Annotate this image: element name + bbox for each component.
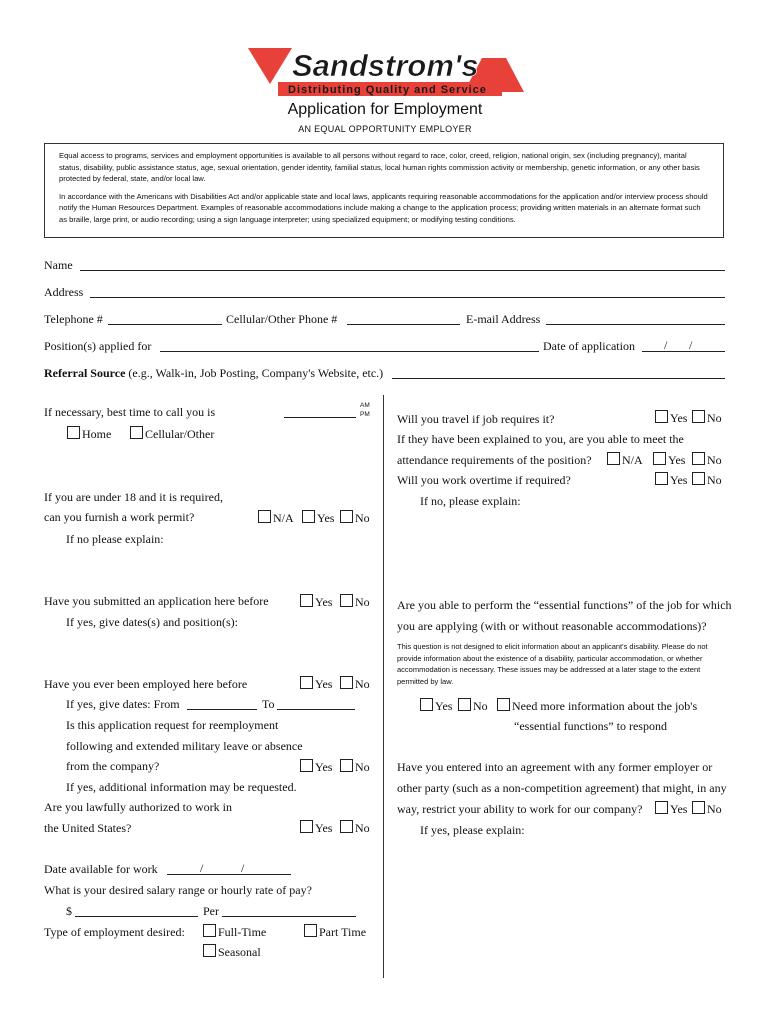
date-available-label: Date available for work bbox=[44, 862, 158, 876]
pm-label: PM bbox=[360, 411, 370, 418]
home-checkbox[interactable] bbox=[67, 426, 80, 439]
agreement-label-3: way, restrict your ability to work for our company? bbox=[397, 802, 643, 816]
best-time-input[interactable] bbox=[284, 417, 356, 418]
seasonal-label: Seasonal bbox=[218, 945, 261, 959]
referral-source-hint: (e.g., Walk-in, Job Posting, Company's Website, etc.) bbox=[128, 366, 384, 380]
essential-no-item[interactable] bbox=[458, 698, 488, 714]
svg-text:Distributing Quality and Servi: Distributing Quality and Service bbox=[288, 84, 487, 96]
column-divider bbox=[383, 395, 384, 978]
under18-label-2: can you furnish a work permit? bbox=[44, 510, 195, 524]
attendance-na-checkbox[interactable] bbox=[607, 452, 620, 465]
seasonal-checkbox[interactable] bbox=[203, 944, 216, 957]
salary-input[interactable] bbox=[75, 916, 198, 917]
reemploy-no-checkbox[interactable] bbox=[340, 759, 353, 772]
page-title: Application for Employment bbox=[287, 101, 483, 118]
submitted-before-label: Have you submitted an application here before bbox=[44, 594, 269, 608]
permit-no-checkbox[interactable] bbox=[340, 510, 353, 523]
attendance-no-item[interactable] bbox=[692, 452, 722, 468]
additional-info-label: If yes, additional information may be requested. bbox=[66, 780, 297, 794]
am-label: AM bbox=[360, 402, 370, 409]
name-input[interactable] bbox=[80, 270, 725, 271]
employed-to-label: To bbox=[262, 697, 275, 711]
no-label: No bbox=[355, 821, 370, 835]
yes-label: Yes bbox=[670, 802, 688, 816]
agreement-explain-label: If yes, please explain: bbox=[420, 823, 525, 837]
overtime-label: Will you work overtime if required? bbox=[397, 473, 571, 487]
essential-label-1: Are you able to perform the “essential functions” of the job for which bbox=[397, 598, 732, 612]
authorized-no-item[interactable] bbox=[340, 820, 370, 836]
agreement-no-checkbox[interactable] bbox=[692, 801, 705, 814]
attendance-na-item[interactable] bbox=[607, 452, 643, 468]
date-of-application-input[interactable] bbox=[642, 351, 725, 352]
reemploy-no-item[interactable] bbox=[340, 759, 370, 775]
authorized-label-2: the United States? bbox=[44, 821, 132, 835]
essential-yes-item[interactable] bbox=[420, 698, 452, 714]
na-label: N/A bbox=[273, 511, 294, 525]
no-label: No bbox=[707, 453, 722, 467]
notice-paragraph-1: Equal access to programs, services and employment opportunities is available to all persons without regard to race, color, creed, religion, national origin, sex (including pregnancy), marital status, disability, public assistance status, age, sexual orientation, gender identity, familial status, local human rights commission activity or membership, genetic information, or any other basis protected by federal, state, and/or local law. bbox=[59, 151, 700, 183]
date-available-input[interactable] bbox=[167, 874, 291, 875]
essential-no-checkbox[interactable] bbox=[458, 698, 471, 711]
dollar-label: $ bbox=[66, 904, 72, 918]
permit-no-item[interactable] bbox=[340, 510, 370, 526]
reemploy-yes-item[interactable] bbox=[300, 759, 332, 775]
address-label: Address bbox=[44, 285, 84, 299]
overtime-no-item[interactable] bbox=[692, 472, 722, 488]
home-checkbox-item[interactable] bbox=[67, 426, 111, 442]
home-label: Home bbox=[82, 427, 112, 441]
na-label: N/A bbox=[622, 453, 643, 467]
position-label: Position(s) applied for bbox=[44, 339, 152, 353]
employed-dates-from-label: If yes, give dates: From bbox=[66, 697, 180, 711]
no-label: No bbox=[707, 473, 722, 487]
full-time-checkbox[interactable] bbox=[203, 924, 216, 937]
reemploy-label-2: following and extended military leave or absence bbox=[66, 739, 303, 753]
notice-paragraph-2: In accordance with the Americans with Disabilities Act and/or applicable state and local laws, applicants requiring reasonable accommodations for the application and/or interview process should notify the Human Resources Department. Examples of reasonable accommodations include making a change to the application process; providing written materials in an alternate format such as braille, large print, or audio recording; using a sign language interpreter; using specialized equipment; or modifying testing conditions. bbox=[59, 191, 708, 224]
disability-note: This question is not designed to elicit information about an applicant's disability. Please do not provide information about the existence of a disability, particular accommodation, or whether accommodation is necessary. These issues may be addressed at a later stage to the extent permitted by law. bbox=[397, 642, 708, 686]
permit-yes-checkbox[interactable] bbox=[302, 510, 315, 523]
attendance-label-1: If they have been explained to you, are you able to meet the bbox=[397, 432, 684, 446]
part-time-checkbox[interactable] bbox=[304, 924, 317, 937]
yes-label: Yes bbox=[435, 699, 453, 713]
attendance-yes-item[interactable] bbox=[653, 452, 685, 468]
referral-source-bold: Referral Source bbox=[44, 366, 126, 380]
employment-type-label: Type of employment desired: bbox=[44, 925, 185, 939]
submitted-yes-item[interactable] bbox=[300, 594, 332, 610]
authorized-yes-item[interactable] bbox=[300, 820, 332, 836]
employed-to-input[interactable] bbox=[277, 709, 355, 710]
attendance-yes-checkbox[interactable] bbox=[653, 452, 666, 465]
employed-yes-checkbox[interactable] bbox=[300, 676, 313, 689]
overtime-no-checkbox[interactable] bbox=[692, 472, 705, 485]
full-time-label: Full-Time bbox=[218, 925, 267, 939]
yes-label: Yes bbox=[315, 595, 333, 609]
yes-label: Yes bbox=[317, 511, 335, 525]
travel-no-item[interactable] bbox=[692, 410, 722, 426]
equal-opportunity-notice bbox=[44, 143, 724, 238]
part-time-label: Part Time bbox=[319, 925, 367, 939]
name-label: Name bbox=[44, 258, 73, 272]
essential-yes-checkbox[interactable] bbox=[420, 698, 433, 711]
permit-yes-item[interactable] bbox=[302, 510, 334, 526]
part-time-item[interactable] bbox=[304, 924, 366, 940]
employed-yes-item[interactable] bbox=[300, 676, 332, 692]
permit-na-checkbox[interactable] bbox=[258, 510, 271, 523]
under18-label-1: If you are under 18 and it is required, bbox=[44, 490, 223, 504]
attendance-label-2: attendance requirements of the position? bbox=[397, 453, 592, 467]
yes-label: Yes bbox=[315, 760, 333, 774]
travel-yes-checkbox[interactable] bbox=[655, 410, 668, 423]
employed-no-item[interactable] bbox=[340, 676, 370, 692]
no-label: No bbox=[355, 511, 370, 525]
travel-no-checkbox[interactable] bbox=[692, 410, 705, 423]
svg-text:Sandstrom's: Sandstrom's bbox=[292, 48, 479, 83]
employed-no-checkbox[interactable] bbox=[340, 676, 353, 689]
telephone-input[interactable] bbox=[108, 324, 222, 325]
no-label: No bbox=[707, 411, 722, 425]
position-input[interactable] bbox=[160, 351, 539, 352]
submitted-dates-label: If yes, give dates(s) and position(s): bbox=[66, 615, 238, 629]
date-slash-1: / bbox=[664, 338, 668, 352]
seasonal-item[interactable] bbox=[203, 944, 261, 960]
salary-label: What is your desired salary range or hourly rate of pay? bbox=[44, 883, 312, 897]
cellular-checkbox[interactable] bbox=[130, 426, 143, 439]
cell-phone-input[interactable] bbox=[347, 324, 460, 325]
yes-label: Yes bbox=[315, 677, 333, 691]
reemploy-yes-checkbox[interactable] bbox=[300, 759, 313, 772]
email-label: E-mail Address bbox=[466, 312, 541, 326]
email-input[interactable] bbox=[546, 324, 725, 325]
cellular-checkbox-item[interactable] bbox=[130, 426, 214, 442]
reemploy-label-3: from the company? bbox=[66, 759, 160, 773]
overtime-explain-label: If no, please explain: bbox=[420, 494, 521, 508]
sandstroms-logo bbox=[248, 44, 524, 100]
date-available-slash-2: / bbox=[241, 861, 245, 875]
agreement-label-1: Have you entered into an agreement with any former employer or bbox=[397, 760, 713, 774]
permit-no-explain-label: If no please explain: bbox=[66, 532, 164, 546]
authorized-no-checkbox[interactable] bbox=[340, 820, 353, 833]
permit-na-item[interactable] bbox=[258, 510, 294, 526]
per-label: Per bbox=[203, 904, 219, 918]
no-label: No bbox=[473, 699, 488, 713]
travel-yes-item[interactable] bbox=[655, 410, 687, 426]
essential-need-more-checkbox[interactable] bbox=[497, 698, 510, 711]
authorized-yes-checkbox[interactable] bbox=[300, 820, 313, 833]
salary-per-input[interactable] bbox=[222, 916, 356, 917]
cell-phone-label: Cellular/Other Phone # bbox=[226, 312, 338, 326]
submitted-yes-checkbox[interactable] bbox=[300, 594, 313, 607]
full-time-item[interactable] bbox=[203, 924, 266, 940]
referral-source-label bbox=[44, 366, 383, 381]
no-label: No bbox=[355, 677, 370, 691]
agreement-label-2: other party (such as a non-competition agreement) that might, in any bbox=[397, 781, 727, 795]
attendance-no-checkbox[interactable] bbox=[692, 452, 705, 465]
yes-label: Yes bbox=[668, 453, 686, 467]
date-available-slash-1: / bbox=[200, 861, 204, 875]
overtime-yes-item[interactable] bbox=[655, 472, 687, 488]
submitted-no-checkbox[interactable] bbox=[340, 594, 353, 607]
agreement-yes-checkbox[interactable] bbox=[655, 801, 668, 814]
address-input[interactable] bbox=[90, 297, 725, 298]
date-slash-2: / bbox=[689, 338, 693, 352]
page-subtitle: AN EQUAL OPPORTUNITY EMPLOYER bbox=[298, 124, 472, 134]
agreement-no-item[interactable] bbox=[692, 801, 722, 817]
employed-from-input[interactable] bbox=[187, 709, 257, 710]
cellular-label: Cellular/Other bbox=[145, 427, 215, 441]
no-label: No bbox=[355, 595, 370, 609]
yes-label: Yes bbox=[670, 411, 688, 425]
submitted-no-item[interactable] bbox=[340, 594, 370, 610]
essential-need-more-item[interactable] bbox=[497, 698, 697, 714]
employed-before-label: Have you ever been employed here before bbox=[44, 677, 248, 691]
travel-label: Will you travel if job requires it? bbox=[397, 412, 555, 426]
best-time-label: If necessary, best time to call you is bbox=[44, 405, 216, 419]
yes-label: Yes bbox=[315, 821, 333, 835]
authorized-label-1: Are you lawfully authorized to work in bbox=[44, 800, 232, 814]
essential-label-2: you are applying (with or without reasonable accommodations)? bbox=[397, 619, 707, 633]
no-label: No bbox=[355, 760, 370, 774]
date-of-application-label: Date of application bbox=[543, 339, 635, 353]
yes-label: Yes bbox=[670, 473, 688, 487]
need-more-label-1: Need more information about the job's bbox=[512, 699, 698, 713]
referral-source-input[interactable] bbox=[392, 378, 725, 379]
telephone-label: Telephone # bbox=[44, 312, 103, 326]
agreement-yes-item[interactable] bbox=[655, 801, 687, 817]
no-label: No bbox=[707, 802, 722, 816]
reemploy-label-1: Is this application request for reemployment bbox=[66, 718, 279, 732]
overtime-yes-checkbox[interactable] bbox=[655, 472, 668, 485]
need-more-label-2: “essential functions” to respond bbox=[514, 719, 667, 733]
